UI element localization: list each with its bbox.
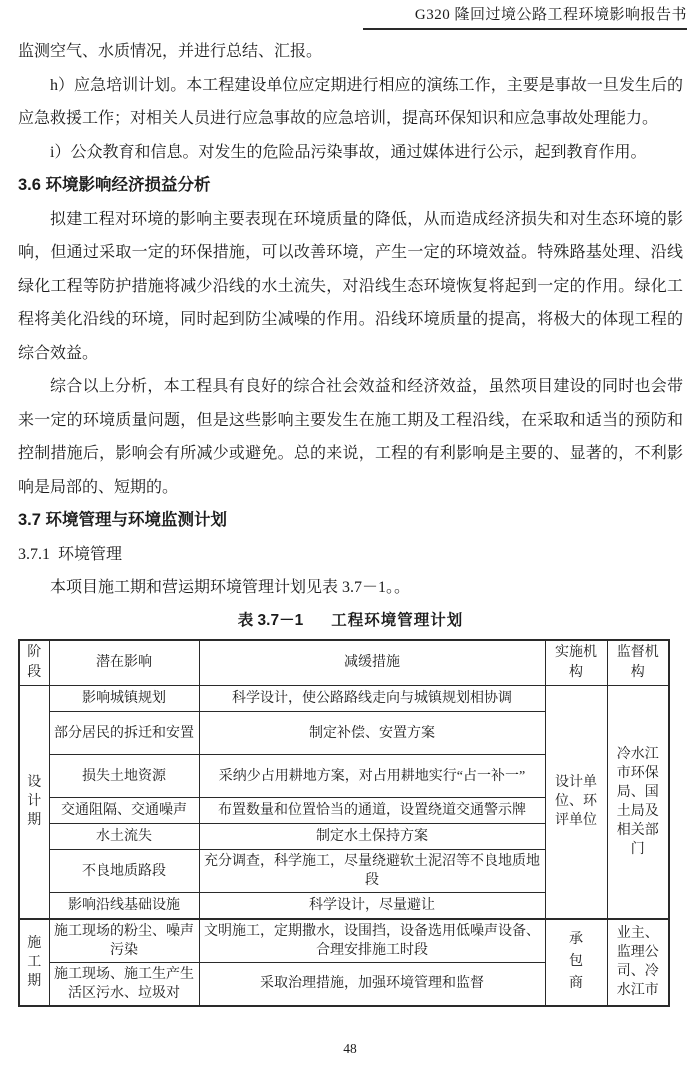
measure-cell: 文明施工，定期撒水，设围挡，设备选用低噪声设备、合理安排施工时段 xyxy=(199,919,545,963)
body-paragraph: 本项目施工期和营运期环境管理计划见表 3.7－1。。 xyxy=(50,579,411,596)
stage-cell-construction: 施工期 xyxy=(19,919,49,1006)
column-header-supervisor: 监督机构 xyxy=(607,640,669,686)
column-header-stage: 阶段 xyxy=(19,640,49,686)
impact-cell: 影响城镇规划 xyxy=(49,686,199,712)
measure-cell: 制定水土保持方案 xyxy=(199,824,545,850)
impact-cell: 交通阻隔、交通噪声 xyxy=(49,798,199,824)
implementer-cell-design: 设计单位、环评单位 xyxy=(545,686,607,919)
impact-cell: 施工现场的粉尘、噪声污染 xyxy=(49,919,199,963)
page-number: 48 xyxy=(343,1041,357,1056)
table-caption xyxy=(18,606,683,636)
measure-cell: 采纳少占用耕地方案，对占用耕地实行“占一补一” xyxy=(199,755,545,798)
body-paragraph: 拟建工程对环境的影响主要表现在环境质量的降低，从而造成经济损失和对生态环境的影响，但通过采取一定的环保措施，可以改善环境，产生一定的环境效益。特殊路基处理、沿线绿化工程等防护措施将减少沿线的水土流失，对沿线生态环境恢复将起到一定的作用。绿化工程将美化沿线的环境，同时起到防尘减噪的作用。沿线环境质量的提高，将极大的体现工程的综合效益。 xyxy=(18,210,683,362)
implementer-vertical-text: 承包商 xyxy=(568,932,583,991)
section-heading-3-6: 3.6 环境影响经济损益分析 xyxy=(18,176,211,194)
table-row xyxy=(19,919,669,963)
measure-cell: 科学设计，使公路路线走向与城镇规划相协调 xyxy=(199,686,545,712)
column-header-measure: 减缓措施 xyxy=(199,640,545,686)
measure-cell: 科学设计，尽量避让 xyxy=(199,893,545,919)
impact-cell: 施工现场、施工生产生活区污水、垃圾对 xyxy=(49,962,199,1006)
subsection-heading-3-7-1: 3.7.1 环境管理 xyxy=(18,545,123,563)
column-header-implementer: 实施机构 xyxy=(545,640,607,686)
column-header-impact: 潜在影响 xyxy=(49,640,199,686)
section-heading-3-7: 3.7 环境管理与环境监测计划 xyxy=(18,511,228,529)
measure-cell: 充分调查，科学施工，尽量绕避软土泥沼等不良地质地段 xyxy=(199,850,545,893)
document-body xyxy=(18,35,683,1007)
environment-management-table xyxy=(18,639,670,1007)
implementer-cell-construction xyxy=(545,919,607,1006)
impact-cell: 影响沿线基础设施 xyxy=(49,893,199,919)
body-paragraph: 综合以上分析，本工程具有良好的综合社会效益和经济效益，虽然项目建设的同时也会带来一定的环境质量问题，但是这些影响主要发生在施工期及工程沿线，在采取和适当的预防和控制措施后，影响会有所减少或避免。总的来说，工程的有利影响是主要的、显著的，不利影响是局部的、短期的。 xyxy=(18,378,683,496)
impact-cell: 损失土地资源 xyxy=(49,755,199,798)
impact-cell: 水土流失 xyxy=(49,824,199,850)
table-caption-title: 工程环境管理计划 xyxy=(331,611,464,629)
page-header xyxy=(363,5,687,30)
table-header-row xyxy=(19,640,669,686)
body-paragraph: i）公众教育和信息。对发生的危险品污染事故，通过媒体进行公示，起到教育作用。 xyxy=(50,143,647,161)
table-row xyxy=(19,686,669,712)
supervisor-cell-design: 冷水江市环保局、国土局及相关部门 xyxy=(607,686,669,919)
header-rule xyxy=(363,28,687,30)
supervisor-cell-construction: 业主、监理公司、冷水江市 xyxy=(607,919,669,1006)
measure-cell: 采取治理措施，加强环境管理和监督 xyxy=(199,962,545,1006)
measure-cell: 制定补偿、安置方案 xyxy=(199,712,545,755)
stage-cell-design: 设计期 xyxy=(19,686,49,919)
impact-cell: 不良地质路段 xyxy=(49,850,199,893)
body-paragraph: h）应急培训计划。本工程建设单位应定期进行相应的演练工作，主要是事故一旦发生后的应急救援工作；对相关人员进行应急事故的应急培训，提高环保知识和应急事故处理能力。 xyxy=(18,76,683,127)
measure-cell: 布置数量和位置恰当的通道，设置绕道交通警示牌 xyxy=(199,798,545,824)
header-title: G320 隆回过境公路工程环境影响报告书 xyxy=(414,7,687,23)
body-paragraph: 监测空气、水质情况，并进行总结、汇报。 xyxy=(18,43,323,60)
table-caption-number: 表 3.7－1 xyxy=(237,611,304,629)
impact-cell: 部分居民的拆迁和安置 xyxy=(49,712,199,755)
